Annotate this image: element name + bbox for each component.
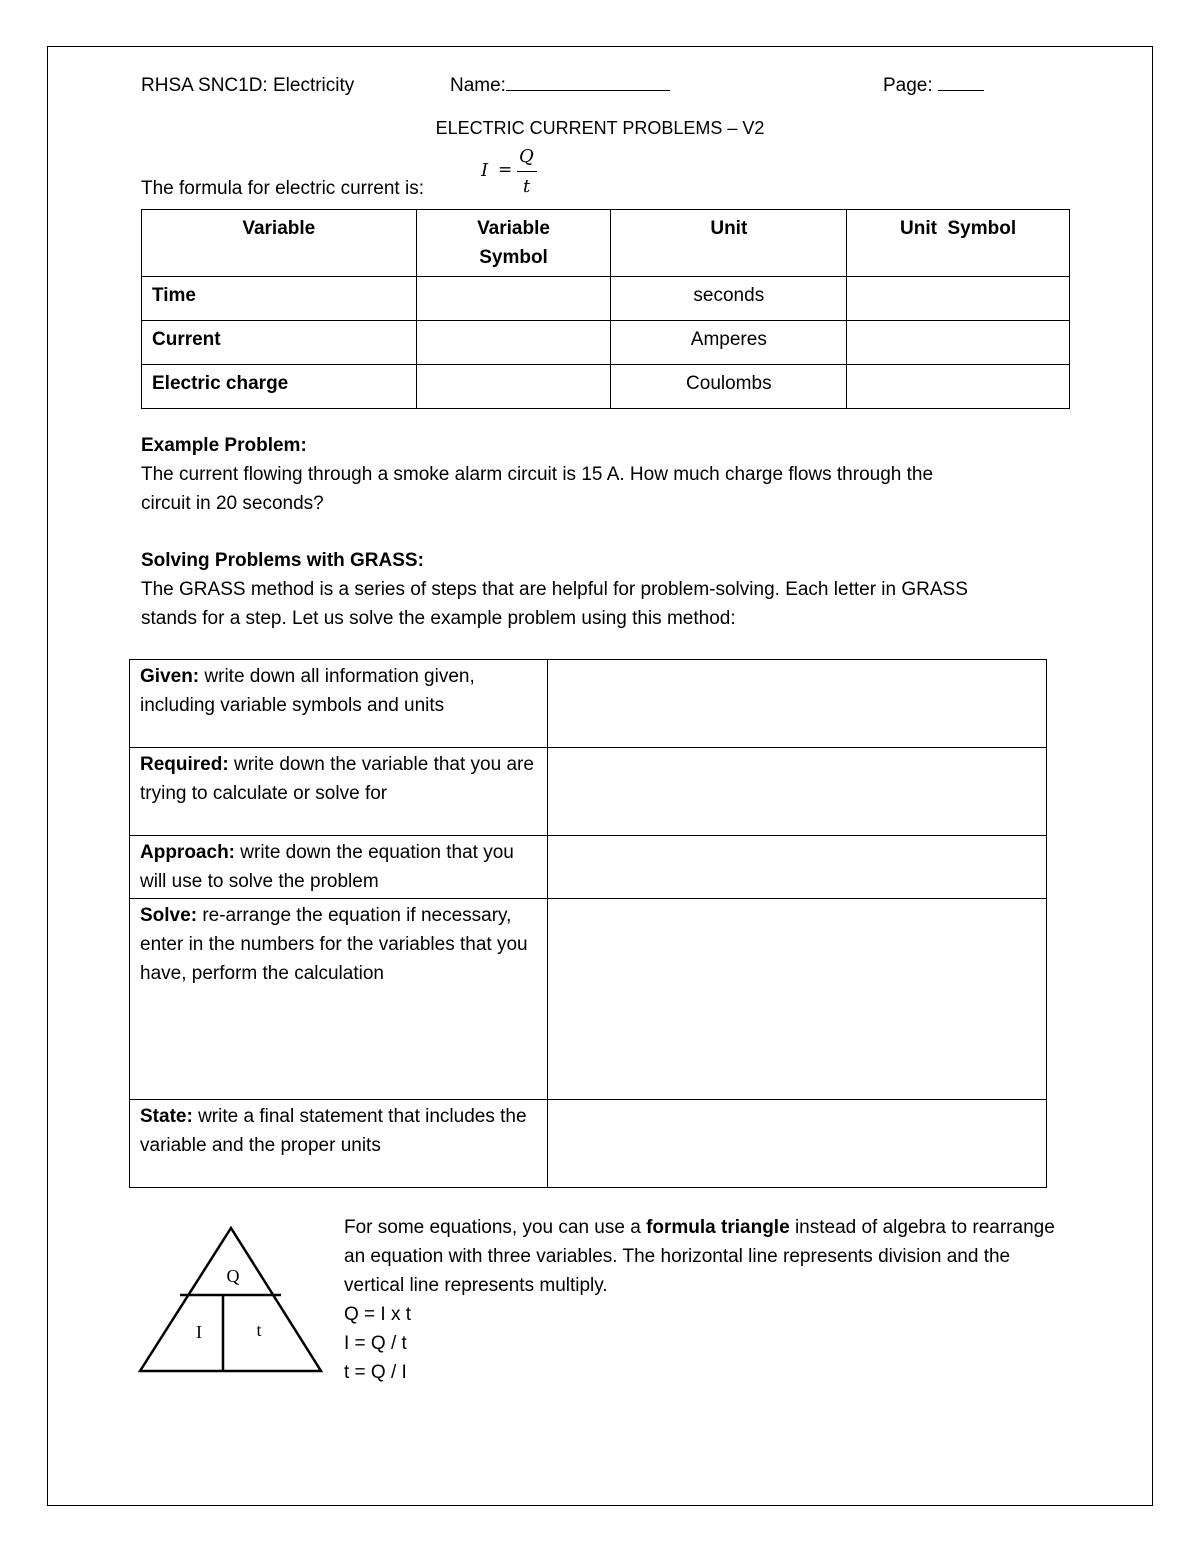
col-header-unit: Unit	[611, 210, 847, 277]
grass-heading: Solving Problems with GRASS:	[141, 550, 424, 571]
name-blank[interactable]	[506, 74, 670, 91]
col-header-variable: Variable	[142, 210, 417, 277]
unit-cell: seconds	[611, 277, 847, 321]
triangle-eq-1: Q = I x t	[344, 1304, 412, 1325]
table-header-row	[142, 210, 1070, 277]
page-blank[interactable]	[938, 74, 984, 91]
grass-row-given	[130, 660, 1047, 748]
triangle-explanation: For some equations, you can use a formula triangle instead of algebra to rearrange an equation with three variables. The horizontal line represents division and the vertical line represents multiply.	[344, 1217, 1055, 1296]
grass-answer-solve[interactable]	[547, 899, 1046, 1100]
grass-answer-approach[interactable]	[547, 836, 1046, 899]
triangle-q: Q	[226, 1266, 240, 1286]
grass-step-solve	[130, 899, 548, 1100]
page-field[interactable]	[883, 71, 984, 100]
grass-intro-line-2: stands for a step. Let us solve the example problem using this method:	[141, 608, 736, 629]
example-line-1: The current flowing through a smoke alarm circuit is 15 A. How much charge flows through the	[141, 464, 934, 485]
formula-intro: The formula for electric current is:	[141, 178, 424, 199]
variable-symbol-cell[interactable]	[416, 321, 611, 365]
col-header-unit-symbol: Unit Symbol	[847, 210, 1070, 277]
grass-answer-given[interactable]	[547, 660, 1046, 748]
grass-row-required	[130, 748, 1047, 836]
grass-term: Solve:	[140, 905, 198, 926]
variable-name: Time	[142, 277, 417, 321]
table-row	[142, 277, 1070, 321]
triangle-outline	[140, 1228, 321, 1371]
current-formula	[481, 146, 551, 202]
example-heading: Example Problem:	[141, 435, 307, 456]
grass-step-given	[130, 660, 548, 748]
formula-triangle	[138, 1226, 324, 1374]
grass-table	[129, 659, 1047, 1188]
grass-term: State:	[140, 1106, 193, 1127]
grass-row-approach	[130, 836, 1047, 899]
triangle-i: I	[196, 1322, 202, 1342]
page-label: Page:	[883, 75, 933, 96]
grass-desc: write a final statement that includes the variable and the proper units	[140, 1106, 527, 1156]
name-field[interactable]	[450, 71, 670, 100]
unit-cell: Amperes	[611, 321, 847, 365]
name-label: Name:	[450, 75, 506, 96]
variable-symbol-cell[interactable]	[416, 365, 611, 409]
example-line-2: circuit in 20 seconds?	[141, 493, 324, 514]
grass-desc: re-arrange the equation if necessary, enter in the numbers for the variables that you have, perform the calculation	[140, 905, 528, 984]
grass-step-approach	[130, 836, 548, 899]
fraction-bar	[517, 171, 537, 172]
triangle-t: t	[256, 1320, 262, 1340]
course-label: RHSA SNC1D: Electricity	[141, 75, 355, 96]
variable-name: Electric charge	[142, 365, 417, 409]
formula-equals: =	[498, 160, 513, 180]
unit-symbol-cell[interactable]	[847, 277, 1070, 321]
table-row	[142, 321, 1070, 365]
triangle-eq-2: I = Q / t	[344, 1333, 407, 1354]
grass-desc: write down the variable that you are trying to calculate or solve for	[140, 754, 534, 804]
grass-term: Given:	[140, 666, 200, 687]
col-header-variable-symbol: Variable Symbol	[416, 210, 611, 277]
unit-symbol-cell[interactable]	[847, 365, 1070, 409]
grass-answer-required[interactable]	[547, 748, 1046, 836]
grass-answer-state[interactable]	[547, 1100, 1046, 1188]
unit-symbol-cell[interactable]	[847, 321, 1070, 365]
page-title: ELECTRIC CURRENT PROBLEMS – V2	[435, 118, 765, 138]
variables-table	[141, 209, 1070, 409]
formula-lhs: I	[481, 160, 489, 181]
grass-step-state	[130, 1100, 548, 1188]
grass-desc: write down the equation that you will use to solve the problem	[140, 842, 514, 892]
table-row	[142, 365, 1070, 409]
grass-row-state	[130, 1100, 1047, 1188]
triangle-eq-3: t = Q / I	[344, 1362, 407, 1383]
grass-row-solve	[130, 899, 1047, 1100]
grass-desc: write down all information given, including variable symbols and units	[140, 666, 475, 716]
variable-name: Current	[142, 321, 417, 365]
formula-denominator: t	[523, 176, 531, 197]
grass-step-required	[130, 748, 548, 836]
grass-term: Approach:	[140, 842, 235, 863]
unit-cell: Coulombs	[611, 365, 847, 409]
grass-intro-line-1: The GRASS method is a series of steps that are helpful for problem-solving. Each letter in GRASS	[141, 579, 968, 600]
variable-symbol-cell[interactable]	[416, 277, 611, 321]
grass-term: Required:	[140, 754, 229, 775]
formula-numerator: Q	[519, 146, 534, 167]
